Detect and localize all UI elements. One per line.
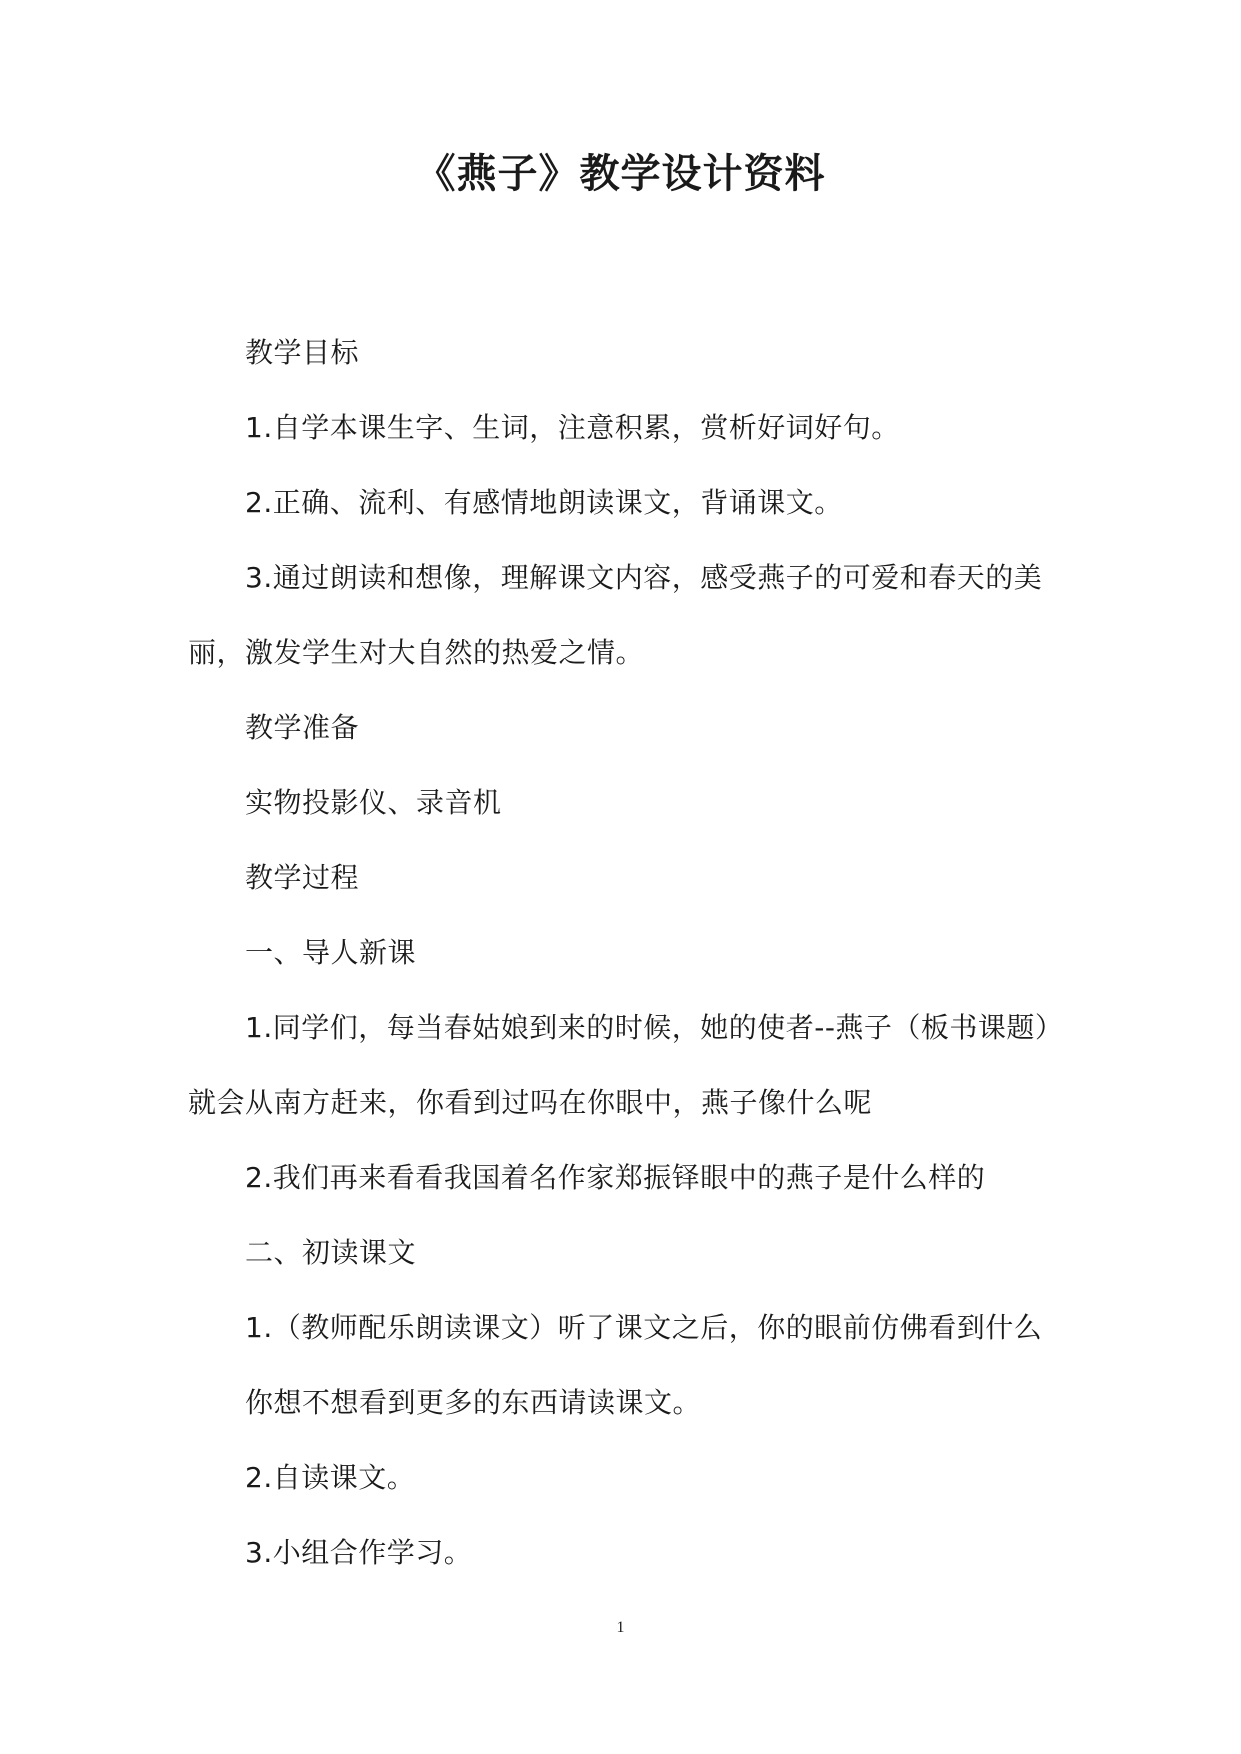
- section-heading: 二、初读课文: [245, 1236, 417, 1269]
- heading-teaching-goals: 教学目标: [245, 336, 360, 369]
- paragraph-line: 3.通过朗读和想像，理解课文内容，感受燕子的可爱和春天的美: [245, 561, 1043, 594]
- page-number: 1: [616, 1619, 625, 1636]
- document-title: 《燕子》教学设计资料: [415, 151, 826, 197]
- paragraph-line: 2.我们再来看看我国着名作家郑振铎眼中的燕子是什么样的: [245, 1161, 986, 1194]
- paragraph-line: 2.自读课文。: [245, 1461, 416, 1494]
- section-heading: 一、导人新课: [245, 936, 417, 969]
- paragraph-line: 2.正确、流利、有感情地朗读课文，背诵课文。: [245, 486, 843, 519]
- heading-teaching-preparation: 教学准备: [245, 711, 360, 744]
- paragraph-line: 3.小组合作学习。: [245, 1536, 473, 1569]
- paragraph-line: 就会从南方赶来，你看到过吗在你眼中，燕子像什么呢: [188, 1086, 873, 1119]
- paragraph-line: 你想不想看到更多的东西请读课文。: [245, 1386, 702, 1419]
- paragraph-line: 1.（教师配乐朗读课文）听了课文之后，你的眼前仿佛看到什么: [245, 1311, 1043, 1344]
- paragraph-line: 实物投影仪、录音机: [245, 786, 502, 819]
- paragraph-line: 1.自学本课生字、生词，注意积累，赏析好词好句。: [245, 411, 900, 444]
- paragraph-line: 1.同学们，每当春姑娘到来的时候，她的使者--燕子（板书课题）: [245, 1011, 1064, 1044]
- heading-teaching-process: 教学过程: [245, 861, 360, 894]
- paragraph-line: 丽，激发学生对大自然的热爱之情。: [188, 636, 645, 669]
